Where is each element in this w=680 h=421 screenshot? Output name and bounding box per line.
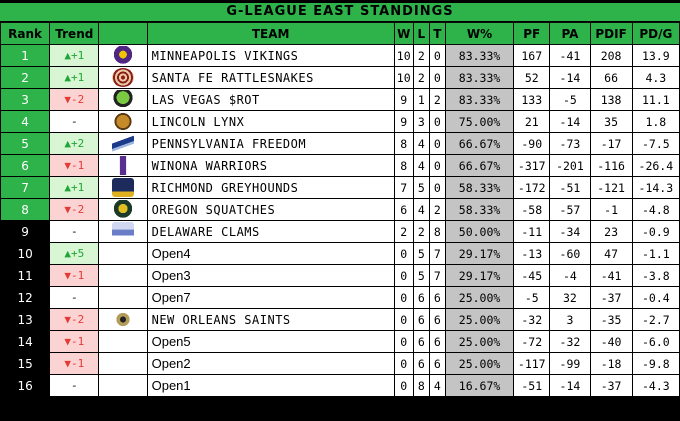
points-against-cell: 32	[550, 287, 590, 309]
losses-cell: 8	[413, 375, 429, 397]
points-for-cell: -51	[514, 375, 550, 397]
wins-cell: 9	[394, 89, 413, 111]
table-row[interactable]	[1, 287, 680, 309]
ties-cell: 4	[429, 375, 445, 397]
header-losses[interactable]: L	[413, 23, 429, 45]
table-row[interactable]	[1, 353, 680, 375]
points-against-cell: 3	[550, 309, 590, 331]
win-pct-cell: 58.33%	[445, 199, 513, 221]
points-against-cell: -73	[550, 133, 590, 155]
win-pct-cell: 83.33%	[445, 67, 513, 89]
team-logo-cell	[99, 111, 147, 133]
trend-cell: ▲+5	[50, 243, 99, 265]
points-for-cell: 52	[514, 67, 550, 89]
table-row[interactable]	[1, 309, 680, 331]
trend-cell: ▼-2	[50, 309, 99, 331]
point-diff-cell: 66	[590, 67, 632, 89]
point-diff-cell: -35	[590, 309, 632, 331]
point-diff-cell: -121	[590, 177, 632, 199]
losses-cell: 1	[413, 89, 429, 111]
point-diff-cell: 208	[590, 45, 632, 67]
losses-cell: 2	[413, 67, 429, 89]
wins-cell: 0	[394, 375, 413, 397]
point-diff-cell: 47	[590, 243, 632, 265]
points-for-cell: -317	[514, 155, 550, 177]
point-diff-per-game-cell: 11.1	[632, 89, 679, 111]
team-name[interactable]: LAS VEGAS $ROT	[147, 89, 394, 111]
team-logo-cell	[99, 221, 147, 243]
point-diff-per-game-cell: -3.8	[632, 265, 679, 287]
ties-cell: 6	[429, 309, 445, 331]
wins-cell: 0	[394, 243, 413, 265]
points-against-cell: -34	[550, 221, 590, 243]
points-for-cell: -58	[514, 199, 550, 221]
win-pct-cell: 16.67%	[445, 375, 513, 397]
point-diff-per-game-cell: -7.5	[632, 133, 679, 155]
losses-cell: 5	[413, 243, 429, 265]
team-logo-cell	[99, 177, 147, 199]
header-points-for[interactable]: PF	[514, 23, 550, 45]
team-logo-cell	[99, 287, 147, 309]
table-row[interactable]	[1, 243, 680, 265]
losses-cell: 2	[413, 45, 429, 67]
rank-cell: 6	[1, 155, 50, 177]
ties-cell: 6	[429, 331, 445, 353]
ties-cell: 2	[429, 199, 445, 221]
points-for-cell: -117	[514, 353, 550, 375]
wins-cell: 0	[394, 309, 413, 331]
wins-cell: 8	[394, 155, 413, 177]
win-pct-cell: 25.00%	[445, 353, 513, 375]
trend-cell: ▼-1	[50, 331, 99, 353]
table-row[interactable]	[1, 199, 680, 221]
team-logo-cell	[99, 331, 147, 353]
trend-cell: -	[50, 111, 99, 133]
trend-cell: ▼-2	[50, 199, 99, 221]
point-diff-per-game-cell: -2.7	[632, 309, 679, 331]
header-point-diff-per-game[interactable]: PD/G	[632, 23, 679, 45]
trend-cell: ▲+1	[50, 177, 99, 199]
header-point-diff[interactable]: PDIF	[590, 23, 632, 45]
win-pct-cell: 29.17%	[445, 243, 513, 265]
team-logo-cell	[99, 155, 147, 177]
team-logo-cell	[99, 375, 147, 397]
points-for-cell: 167	[514, 45, 550, 67]
rank-cell: 1	[1, 45, 50, 67]
team-logo-cell	[99, 133, 147, 155]
losses-cell: 4	[413, 155, 429, 177]
wins-cell: 10	[394, 67, 413, 89]
point-diff-cell: 23	[590, 221, 632, 243]
freedom-icon	[112, 134, 134, 153]
point-diff-per-game-cell: -14.3	[632, 177, 679, 199]
ties-cell: 0	[429, 155, 445, 177]
team-logo-cell	[99, 309, 147, 331]
point-diff-per-game-cell: -1.1	[632, 243, 679, 265]
ties-cell: 0	[429, 133, 445, 155]
squatches-icon	[112, 200, 134, 219]
header-row	[1, 23, 680, 45]
losses-cell: 4	[413, 133, 429, 155]
points-against-cell: -60	[550, 243, 590, 265]
team-name[interactable]: OREGON SQUATCHES	[147, 199, 394, 221]
points-against-cell: -4	[550, 265, 590, 287]
header-rank[interactable]: Rank	[1, 23, 50, 45]
team-logo-cell	[99, 265, 147, 287]
header-points-against[interactable]: PA	[550, 23, 590, 45]
clams-icon	[112, 222, 134, 241]
header-logo	[99, 23, 147, 45]
table-row[interactable]	[1, 375, 680, 397]
win-pct-cell: 83.33%	[445, 89, 513, 111]
rank-cell: 15	[1, 353, 50, 375]
points-for-cell: 21	[514, 111, 550, 133]
ties-cell: 0	[429, 67, 445, 89]
header-wins[interactable]: W	[394, 23, 413, 45]
wins-cell: 7	[394, 177, 413, 199]
table-row[interactable]	[1, 155, 680, 177]
rank-cell: 5	[1, 133, 50, 155]
wins-cell: 10	[394, 45, 413, 67]
ties-cell: 0	[429, 45, 445, 67]
team-name[interactable]: LINCOLN LYNX	[147, 111, 394, 133]
trend-cell: -	[50, 287, 99, 309]
points-for-cell: -72	[514, 331, 550, 353]
losses-cell: 4	[413, 199, 429, 221]
point-diff-cell: -116	[590, 155, 632, 177]
losses-cell: 6	[413, 331, 429, 353]
ties-cell: 2	[429, 89, 445, 111]
header-ties[interactable]: T	[429, 23, 445, 45]
win-pct-cell: 66.67%	[445, 133, 513, 155]
table-row[interactable]	[1, 331, 680, 353]
points-for-cell: -32	[514, 309, 550, 331]
point-diff-cell: -18	[590, 353, 632, 375]
ties-cell: 7	[429, 265, 445, 287]
ties-cell: 0	[429, 111, 445, 133]
point-diff-cell: -41	[590, 265, 632, 287]
team-logo-cell	[99, 45, 147, 67]
team-logo-cell	[99, 89, 147, 111]
standings-table	[0, 22, 680, 397]
wins-cell: 0	[394, 287, 413, 309]
table-row[interactable]	[1, 111, 680, 133]
rank-cell: 12	[1, 287, 50, 309]
lynx-icon	[112, 112, 134, 131]
team-name[interactable]: Open5	[147, 331, 394, 353]
rot-icon	[112, 90, 134, 109]
team-name[interactable]: DELAWARE CLAMS	[147, 221, 394, 243]
wins-cell: 9	[394, 111, 413, 133]
losses-cell: 5	[413, 265, 429, 287]
team-name[interactable]: NEW ORLEANS SAINTS	[147, 309, 394, 331]
trend-cell: ▲+1	[50, 67, 99, 89]
win-pct-cell: 58.33%	[445, 177, 513, 199]
point-diff-per-game-cell: -4.8	[632, 199, 679, 221]
win-pct-cell: 75.00%	[445, 111, 513, 133]
win-pct-cell: 25.00%	[445, 287, 513, 309]
rank-cell: 11	[1, 265, 50, 287]
rank-cell: 13	[1, 309, 50, 331]
points-against-cell: -57	[550, 199, 590, 221]
points-for-cell: -5	[514, 287, 550, 309]
win-pct-cell: 83.33%	[445, 45, 513, 67]
table-row[interactable]	[1, 133, 680, 155]
point-diff-cell: 138	[590, 89, 632, 111]
win-pct-cell: 50.00%	[445, 221, 513, 243]
team-name[interactable]: RICHMOND GREYHOUNDS	[147, 177, 394, 199]
points-against-cell: -14	[550, 375, 590, 397]
team-logo-cell	[99, 243, 147, 265]
table-row[interactable]	[1, 221, 680, 243]
ties-cell: 7	[429, 243, 445, 265]
trend-cell: ▼-1	[50, 353, 99, 375]
ties-cell: 6	[429, 353, 445, 375]
greyhounds-icon	[112, 178, 134, 197]
team-name[interactable]: Open1	[147, 375, 394, 397]
point-diff-cell: -1	[590, 199, 632, 221]
losses-cell: 6	[413, 353, 429, 375]
point-diff-per-game-cell: 1.8	[632, 111, 679, 133]
trend-cell: -	[50, 221, 99, 243]
points-for-cell: -45	[514, 265, 550, 287]
point-diff-per-game-cell: -0.9	[632, 221, 679, 243]
header-win-pct[interactable]: W%	[445, 23, 513, 45]
losses-cell: 6	[413, 287, 429, 309]
win-pct-cell: 25.00%	[445, 331, 513, 353]
point-diff-cell: -37	[590, 375, 632, 397]
points-for-cell: -90	[514, 133, 550, 155]
wins-cell: 0	[394, 353, 413, 375]
points-against-cell: -201	[550, 155, 590, 177]
losses-cell: 6	[413, 309, 429, 331]
point-diff-per-game-cell: 4.3	[632, 67, 679, 89]
warriors-icon	[112, 156, 134, 175]
team-name[interactable]: PENNSYLVANIA FREEDOM	[147, 133, 394, 155]
points-for-cell: -172	[514, 177, 550, 199]
trend-cell: ▲+1	[50, 45, 99, 67]
win-pct-cell: 29.17%	[445, 265, 513, 287]
rank-cell: 8	[1, 199, 50, 221]
points-for-cell: -11	[514, 221, 550, 243]
point-diff-per-game-cell: -26.4	[632, 155, 679, 177]
losses-cell: 3	[413, 111, 429, 133]
points-against-cell: -32	[550, 331, 590, 353]
table-row[interactable]	[1, 67, 680, 89]
header-trend[interactable]: Trend	[50, 23, 99, 45]
rattlesnakes-icon	[112, 68, 134, 87]
point-diff-per-game-cell: -6.0	[632, 331, 679, 353]
header-team[interactable]: TEAM	[147, 23, 394, 45]
team-logo-cell	[99, 353, 147, 375]
ties-cell: 8	[429, 221, 445, 243]
team-logo-cell	[99, 67, 147, 89]
points-for-cell: 133	[514, 89, 550, 111]
rank-cell: 9	[1, 221, 50, 243]
trend-cell: ▼-1	[50, 265, 99, 287]
points-against-cell: -51	[550, 177, 590, 199]
team-name[interactable]: Open3	[147, 265, 394, 287]
team-name[interactable]: Open2	[147, 353, 394, 375]
team-name[interactable]: Open7	[147, 287, 394, 309]
rank-cell: 4	[1, 111, 50, 133]
wins-cell: 0	[394, 265, 413, 287]
point-diff-cell: -37	[590, 287, 632, 309]
team-name[interactable]: Open4	[147, 243, 394, 265]
vikings-icon	[112, 46, 134, 65]
rank-cell: 2	[1, 67, 50, 89]
wins-cell: 0	[394, 331, 413, 353]
rank-cell: 7	[1, 177, 50, 199]
team-logo-cell	[99, 199, 147, 221]
losses-cell: 5	[413, 177, 429, 199]
point-diff-per-game-cell: 13.9	[632, 45, 679, 67]
point-diff-per-game-cell: -9.8	[632, 353, 679, 375]
ties-cell: 0	[429, 177, 445, 199]
table-row[interactable]	[1, 89, 680, 111]
team-name[interactable]: SANTA FE RATTLESNAKES	[147, 67, 394, 89]
point-diff-cell: 35	[590, 111, 632, 133]
team-name[interactable]: WINONA WARRIORS	[147, 155, 394, 177]
points-against-cell: -5	[550, 89, 590, 111]
rank-cell: 16	[1, 375, 50, 397]
wins-cell: 6	[394, 199, 413, 221]
wins-cell: 2	[394, 221, 413, 243]
trend-cell: ▲+2	[50, 133, 99, 155]
win-pct-cell: 66.67%	[445, 155, 513, 177]
table-row[interactable]	[1, 177, 680, 199]
points-against-cell: -14	[550, 67, 590, 89]
ties-cell: 6	[429, 287, 445, 309]
win-pct-cell: 25.00%	[445, 309, 513, 331]
points-against-cell: -99	[550, 353, 590, 375]
point-diff-cell: -17	[590, 133, 632, 155]
saints-icon	[112, 310, 134, 329]
team-name[interactable]: MINNEAPOLIS VIKINGS	[147, 45, 394, 67]
points-for-cell: -13	[514, 243, 550, 265]
point-diff-per-game-cell: -0.4	[632, 287, 679, 309]
trend-cell: ▼-2	[50, 89, 99, 111]
rank-cell: 10	[1, 243, 50, 265]
points-against-cell: -14	[550, 111, 590, 133]
table-row[interactable]	[1, 265, 680, 287]
point-diff-per-game-cell: -4.3	[632, 375, 679, 397]
rank-cell: 3	[1, 89, 50, 111]
trend-cell: ▼-1	[50, 155, 99, 177]
rank-cell: 14	[1, 331, 50, 353]
trend-cell: -	[50, 375, 99, 397]
table-row[interactable]	[1, 45, 680, 67]
standings-title: G-LEAGUE EAST STANDINGS	[0, 3, 680, 21]
losses-cell: 2	[413, 221, 429, 243]
point-diff-cell: -40	[590, 331, 632, 353]
wins-cell: 8	[394, 133, 413, 155]
points-against-cell: -41	[550, 45, 590, 67]
